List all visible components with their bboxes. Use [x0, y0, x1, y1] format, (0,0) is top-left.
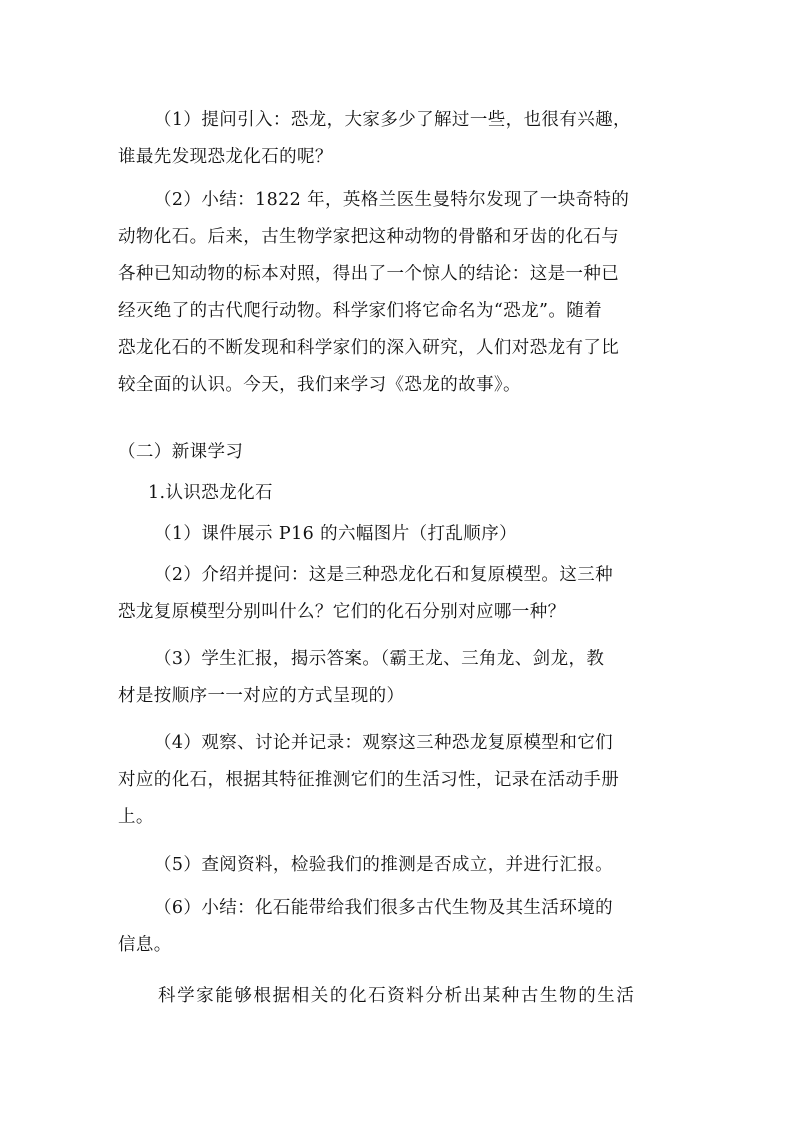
text-line: 经灭绝了的古代爬行动物。科学家们将它命名为“恐龙”。随着: [118, 301, 603, 321]
text-line: 信息。: [118, 935, 172, 955]
text-line: 材是按顺序一一对应的方式呈现的）: [118, 686, 405, 706]
text-line: （2）介绍并提问：这是三种恐龙化石和复原模型。这三种: [154, 565, 614, 585]
text-line: 恐龙复原模型分别叫什么？它们的化石分别对应哪一种？: [118, 602, 566, 622]
step-1: [118, 516, 676, 553]
paragraph-summary-dinosaur: [118, 182, 676, 404]
text-line: （1）提问引入：恐龙，大家多少了解过一些，也很有兴趣，: [154, 110, 631, 130]
text-line: 对应的化石，根据其特征推测它们的生活习性，记录在活动手册: [118, 770, 620, 790]
text-line: 较全面的认识。今天，我们来学习《恐龙的故事》。: [118, 375, 521, 395]
text-line: 谁最先发现恐龙化石的呢？: [118, 147, 333, 167]
text-line: 动物化石。后来，古生物学家把这种动物的骨骼和牙齿的化石与: [118, 227, 620, 247]
text-line: 上。: [118, 807, 154, 827]
text-line: 科学家能够根据相关的化石资料分析出某种古生物的生活: [158, 986, 636, 1006]
text-line: （4）观察、讨论并记录：观察这三种恐龙复原模型和它们: [154, 733, 614, 753]
text-line: （6）小结：化石能带给我们很多古代生物及其生活环境的: [154, 898, 614, 918]
step-6: [118, 890, 676, 964]
text-line: （2）小结：1822 年，英格兰医生曼特尔发现了一块奇特的: [154, 190, 630, 210]
paragraph-question-intro: [118, 102, 676, 176]
step-4: [118, 725, 676, 836]
paragraph-scientists: [118, 978, 676, 1015]
text-line: 1.认识恐龙化石: [148, 483, 273, 503]
section-heading-new-lesson: [118, 434, 676, 471]
text-line: （5）查阅资料，检验我们的推测是否成立，并进行汇报。: [154, 855, 614, 875]
text-line: （3）学生汇报，揭示答案。（霸王龙、三角龙、剑龙，教: [154, 649, 605, 669]
text-line: 各种已知动物的标本对照，得出了一个惊人的结论：这是一种已: [118, 264, 620, 284]
subheading-recognize-fossils: [118, 475, 676, 512]
step-3: [118, 641, 676, 715]
step-2: [118, 557, 676, 631]
text-line: （1）课件展示 P16 的六幅图片（打乱顺序）: [154, 524, 518, 544]
step-5: [118, 847, 676, 884]
text-line: （二）新课学习: [118, 442, 244, 462]
text-line: 恐龙化石的不断发现和科学家们的深入研究，人们对恐龙有了比: [118, 338, 620, 358]
